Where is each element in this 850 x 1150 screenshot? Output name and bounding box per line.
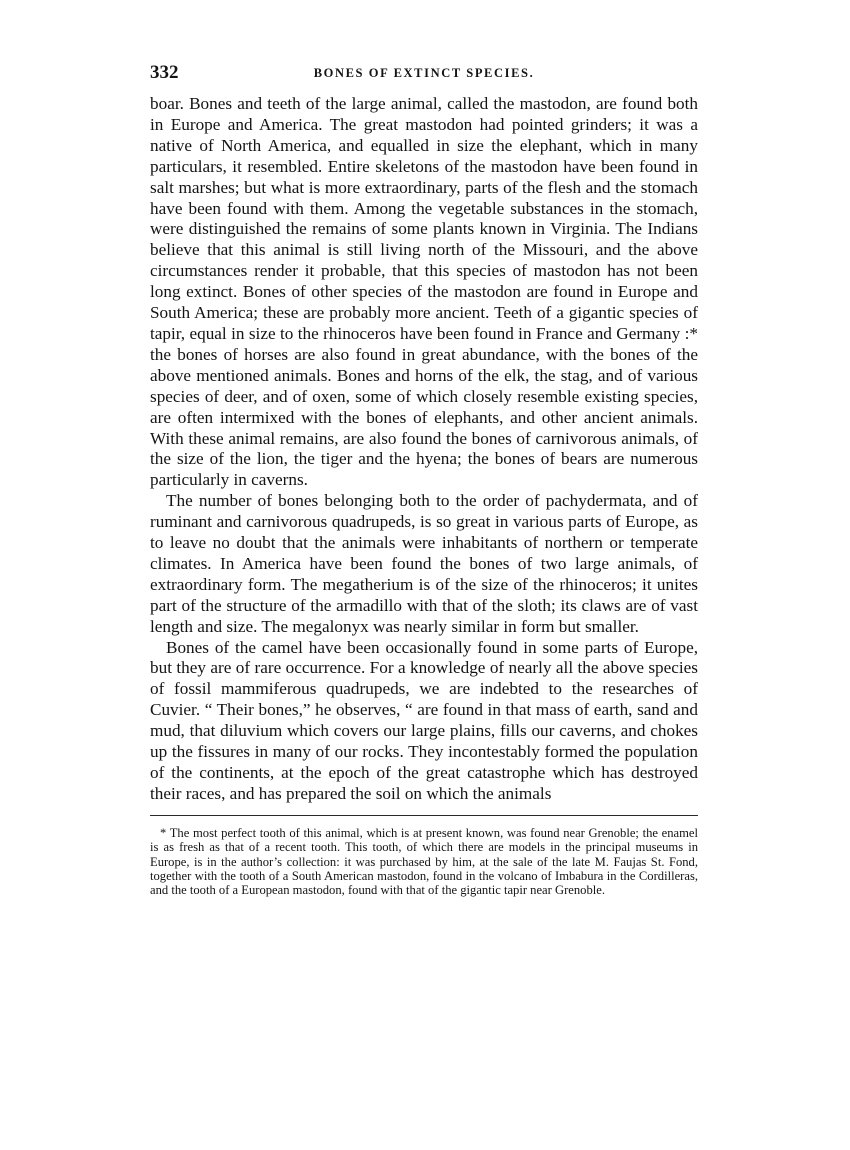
body-paragraph: The number of bones belonging both to the order of pachydermata, and of ruminant and carnivorous quadrupeds, is so great in various parts of Europe, as to leave no doubt that the animals were inhabitants of northern or temperate climates. In America have been found the bones of two large animals, of extraordinary form. The megatherium is of the size of the rhinoceros; it unites part of the structure of the armadillo with that of the sloth; its claws are of vast length and size. The megalonyx was nearly similar in form but smaller. xyxy=(150,491,698,636)
footnote-divider xyxy=(150,815,698,816)
running-head: BONES OF EXTINCT SPECIES. xyxy=(313,66,535,80)
body-text xyxy=(150,94,698,805)
page-header xyxy=(150,62,698,86)
body-paragraph: boar. Bones and teeth of the large animal, called the mastodon, are found both in Europe and America. The great mastodon had pointed grinders; it was a native of North America, and equalled in size the elephant, which in many particulars, it resembled. Entire skeletons of the mastodon have been found in salt marshes; but what is more extraordinary, parts of the flesh and the stomach have been found with them. Among the vegetable substances in the stomach, were distinguished the remains of some plants known in Virginia. The Indians believe that this animal is still living north of the Missouri, and the above circumstances render it probable, that this species of mastodon has not been long extinct. Bones of other species of the mastodon are found in Europe and South America; these are probably more ancient. Teeth of a gigantic species of tapir, equal in size to the rhinoceros have been found in France and Germany :* the bones of horses are also found in great abundance, with the bones of the above mentioned animals. Bones and horns of the elk, the stag, and of various species of deer, and of oxen, some of which closely resemble existing species, are often intermixed with the bones of elephants, and other ancient animals. With these animal remains, are also found the bones of carnivorous animals, of the size of the lion, the tiger and the hyena; the bones of bears are numerous particularly in caverns. xyxy=(150,94,698,490)
page-number: 332 xyxy=(150,62,179,83)
body-paragraph: Bones of the camel have been occasionally found in some parts of Europe, but they are of rare occurrence. For a knowledge of nearly all the above species of fossil mammiferous quadrupeds, we are indebted to the researches of Cuvier. “ Their bones,” he observes, “ are found in that mass of earth, sand and mud, that diluvium which covers our large plains, fills our caverns, and chokes up the fissures in many of our rocks. They incontestably formed the population of the continents, at the epoch of the great catastrophe which has destroyed their races, and has prepared the soil on which the animals xyxy=(150,637,698,803)
footnote: * The most perfect tooth of this animal, which is at present known, was found near Grenoble; the enamel is as fresh as that of a recent tooth. This tooth, of which there are models in the principal museums in Europe, is in the author’s collection: it was purchased by him, at the sale of the late M. Faujas St. Fond, together with the tooth of a South American mastodon, found in the volcano of Imbabura in the Cordilleras, and the tooth of a European mastodon, found with that of the gigantic tapir near Grenoble. xyxy=(150,825,698,898)
book-page xyxy=(150,62,698,898)
